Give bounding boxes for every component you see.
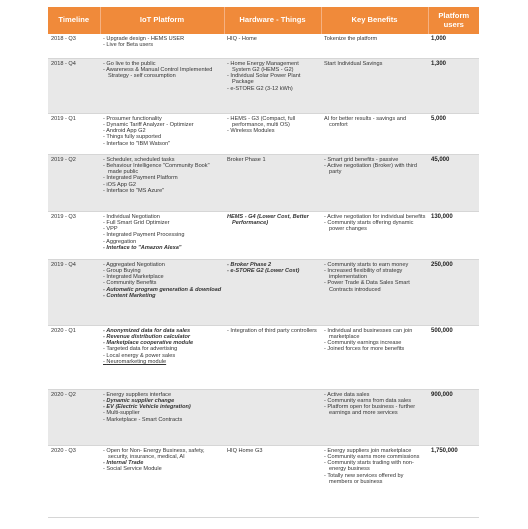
- list-item: - Social Service Module: [103, 466, 222, 472]
- timeline-cell: 2019 - Q3: [48, 211, 100, 259]
- list-item: - Multi-supplier: [103, 410, 222, 416]
- list-item: - Go live to the public: [103, 61, 222, 67]
- list-item: - Individual Negotiation: [103, 214, 222, 220]
- list-item: - Neuromarketing module: [103, 359, 222, 365]
- list-item: - Behaviour Intelligence "Community Book" made public: [103, 163, 222, 176]
- table-body: [48, 34, 479, 517]
- iot-platform-cell: [100, 211, 224, 259]
- list-item: - Automatic program generation & download: [103, 287, 222, 293]
- list-item: - Energy suppliers join marketplace: [324, 448, 426, 454]
- hardware-cell: [224, 34, 321, 58]
- timeline-cell: 2020 - Q2: [48, 389, 100, 445]
- timeline-cell: 2018 - Q3: [48, 34, 100, 58]
- list-item: - Things fully supported: [103, 134, 222, 140]
- list-item: - Active data sales: [324, 392, 426, 398]
- hardware-cell: [224, 154, 321, 211]
- list-item: - Upgrade design - HEMS USER: [103, 36, 222, 42]
- platform-users-cell: 500,000: [428, 325, 479, 389]
- key-benefits-cell: [321, 113, 428, 154]
- hardware-cell: [224, 259, 321, 325]
- key-benefits-cell: [321, 34, 428, 58]
- iot-platform-cell: [100, 154, 224, 211]
- key-benefits-cell: [321, 445, 428, 517]
- header-iot-platform: IoT Platform: [100, 7, 224, 34]
- table-row: [48, 389, 479, 445]
- list-item: - Awareness & Manual Control Implemented Strategy - self consumption: [103, 67, 222, 80]
- list-item: - Local energy & power sales: [103, 353, 222, 359]
- platform-users-cell: 45,000: [428, 154, 479, 211]
- list-item: - Community earnings increase: [324, 340, 426, 346]
- list-item: - Individual Solar Power Plant Package: [227, 73, 319, 86]
- key-benefits-cell: [321, 58, 428, 113]
- hardware-cell: [224, 325, 321, 389]
- platform-users-cell: 900,000: [428, 389, 479, 445]
- list-item: - VPP: [103, 226, 222, 232]
- list-item: - EV (Electric Vehicle integration): [103, 404, 222, 410]
- iot-platform-cell: [100, 58, 224, 113]
- list-item: Tokenize the platform: [324, 36, 378, 42]
- list-item: - Interface to "IBM Watson": [103, 141, 222, 147]
- list-item: - Community starts trading with non-energy business: [324, 460, 426, 473]
- list-item: - Anonymized data for data sales: [103, 328, 222, 334]
- platform-users-cell: 5,000: [428, 113, 479, 154]
- list-item: - Aggregated Negotiation: [103, 262, 222, 268]
- timeline-cell: 2018 - Q4: [48, 58, 100, 113]
- hardware-cell: [224, 389, 321, 445]
- header-timeline: Timeline: [48, 7, 100, 34]
- list-item: - Smart grid benefits - passive: [324, 157, 426, 163]
- timeline-cell: 2019 - Q2: [48, 154, 100, 211]
- list-item: - Scheduler, scheduled tasks: [103, 157, 222, 163]
- list-item: - Community starts to earn money: [324, 262, 426, 268]
- platform-users-cell: 1,300: [428, 58, 479, 113]
- timeline-cell: 2020 - Q3: [48, 445, 100, 517]
- list-item: - Individual and businesses can join marketplace: [324, 328, 426, 341]
- list-item: - Energy suppliers interface: [103, 392, 222, 398]
- list-item: - e-STORE G2 (3-12 kWh): [227, 86, 319, 92]
- list-item: HIQ Home G3: [227, 447, 263, 454]
- key-benefits-cell: [321, 325, 428, 389]
- table-row: [48, 113, 479, 154]
- list-item: - Revenue distribution calculator: [103, 334, 222, 340]
- list-item: Broker Phase 1: [227, 156, 266, 163]
- list-item: - iOS App G2: [103, 182, 222, 188]
- table-row: [48, 445, 479, 517]
- list-item: Start Individual Savings: [324, 60, 383, 67]
- list-item: - Totally new services offered by members or business: [324, 473, 426, 486]
- list-item: - Community starts offering dynamic power changes: [324, 220, 426, 233]
- header-key-benefits: Key Benefits: [321, 7, 428, 34]
- key-benefits-cell: [321, 389, 428, 445]
- list-item: - Full Smart Grid Optimizer: [103, 220, 222, 226]
- hardware-cell: [224, 113, 321, 154]
- iot-platform-cell: [100, 445, 224, 517]
- list-item: - Active negotiation (Broker) with third party: [324, 163, 426, 176]
- table-row: [48, 325, 479, 389]
- table-row: [48, 211, 479, 259]
- hardware-cell: [224, 211, 321, 259]
- list-item: - HEMS - G3 (Compact, full performance, multi OS): [227, 116, 319, 129]
- list-item: - Interface to "Amazon Alexa": [103, 245, 222, 251]
- list-item: - Community earns from data sales: [324, 398, 426, 404]
- list-item: - Platform open for business - further earnings and more services: [324, 404, 426, 417]
- header-platform-users: Platform users: [428, 7, 479, 34]
- list-item: - Aggregation: [103, 239, 222, 245]
- list-item: - Android App G2: [103, 128, 222, 134]
- key-benefits-cell: [321, 259, 428, 325]
- table-row: [48, 259, 479, 325]
- list-item: - Marketplace cooperative module: [103, 340, 222, 346]
- list-item: - Group Buying: [103, 268, 222, 274]
- timeline-cell: 2019 - Q4: [48, 259, 100, 325]
- list-item: - Power Trade & Data Sales Smart Contracts introduced: [324, 280, 426, 293]
- list-item: - Integrated Marketplace: [103, 274, 222, 280]
- table-row: [48, 58, 479, 113]
- header-hardware-things: Hardware - Things: [224, 7, 321, 34]
- list-item: - Active negotiation for individual benefits: [324, 214, 426, 220]
- list-item: - Community earns more commissions: [324, 454, 426, 460]
- list-item: - Open for Non- Energy Business, safety, security, insurance, medical, AI: [103, 448, 222, 461]
- timeline-cell: 2020 - Q1: [48, 325, 100, 389]
- iot-platform-cell: [100, 389, 224, 445]
- table-row: [48, 154, 479, 211]
- list-item: - Joined forces for more benefits: [324, 346, 426, 352]
- list-item: - Broker Phase 2: [227, 262, 319, 268]
- list-item: HEMS - G4 (Lower Cost, Better Performance): [227, 213, 309, 226]
- list-item: - Integration of third party controllers: [227, 328, 319, 334]
- list-item: - Interface to "MS Azure": [103, 188, 222, 194]
- list-item: - Community Benefits: [103, 280, 222, 286]
- iot-platform-cell: [100, 34, 224, 58]
- list-item: - Marketplace - Smart Contracts: [103, 417, 222, 423]
- list-item: - Integrated Payment Platform: [103, 175, 222, 181]
- roadmap-table: [48, 7, 479, 518]
- list-item: - Integrated Payment Processing: [103, 232, 222, 238]
- list-item: - e-STORE G2 (Lower Cost): [227, 268, 319, 274]
- table-row: [48, 34, 479, 58]
- platform-users-cell: 130,000: [428, 211, 479, 259]
- list-item: - Increased flexibility of strategy implementation: [324, 268, 426, 281]
- iot-platform-cell: [100, 325, 224, 389]
- header-row: [48, 7, 479, 34]
- list-item: - Home Energy Management System G2 (HEMS - G2): [227, 61, 319, 74]
- list-item: - Dynamic Tariff Analyzer - Optimizer: [103, 122, 222, 128]
- list-item: - Content Marketing: [103, 293, 222, 299]
- platform-users-cell: 1,750,000: [428, 445, 479, 517]
- list-item: - Wireless Modules: [227, 128, 319, 134]
- hardware-cell: [224, 445, 321, 517]
- list-item: - Internal Trade: [103, 460, 222, 466]
- platform-users-cell: 250,000: [428, 259, 479, 325]
- list-item: HIQ - Home: [227, 36, 257, 42]
- key-benefits-cell: [321, 154, 428, 211]
- list-item: - Targeted data for advertising: [103, 346, 222, 352]
- iot-platform-cell: [100, 259, 224, 325]
- key-benefits-cell: [321, 211, 428, 259]
- timeline-cell: 2019 - Q1: [48, 113, 100, 154]
- platform-users-cell: 1,000: [428, 34, 479, 58]
- list-item: - Prosumer functionality: [103, 116, 222, 122]
- hardware-cell: [224, 58, 321, 113]
- list-item: - Live for Beta users: [103, 42, 222, 48]
- iot-platform-cell: [100, 113, 224, 154]
- list-item: AI for better results - savings and comfort: [324, 115, 407, 128]
- list-item: - Dynamic supplier change: [103, 398, 222, 404]
